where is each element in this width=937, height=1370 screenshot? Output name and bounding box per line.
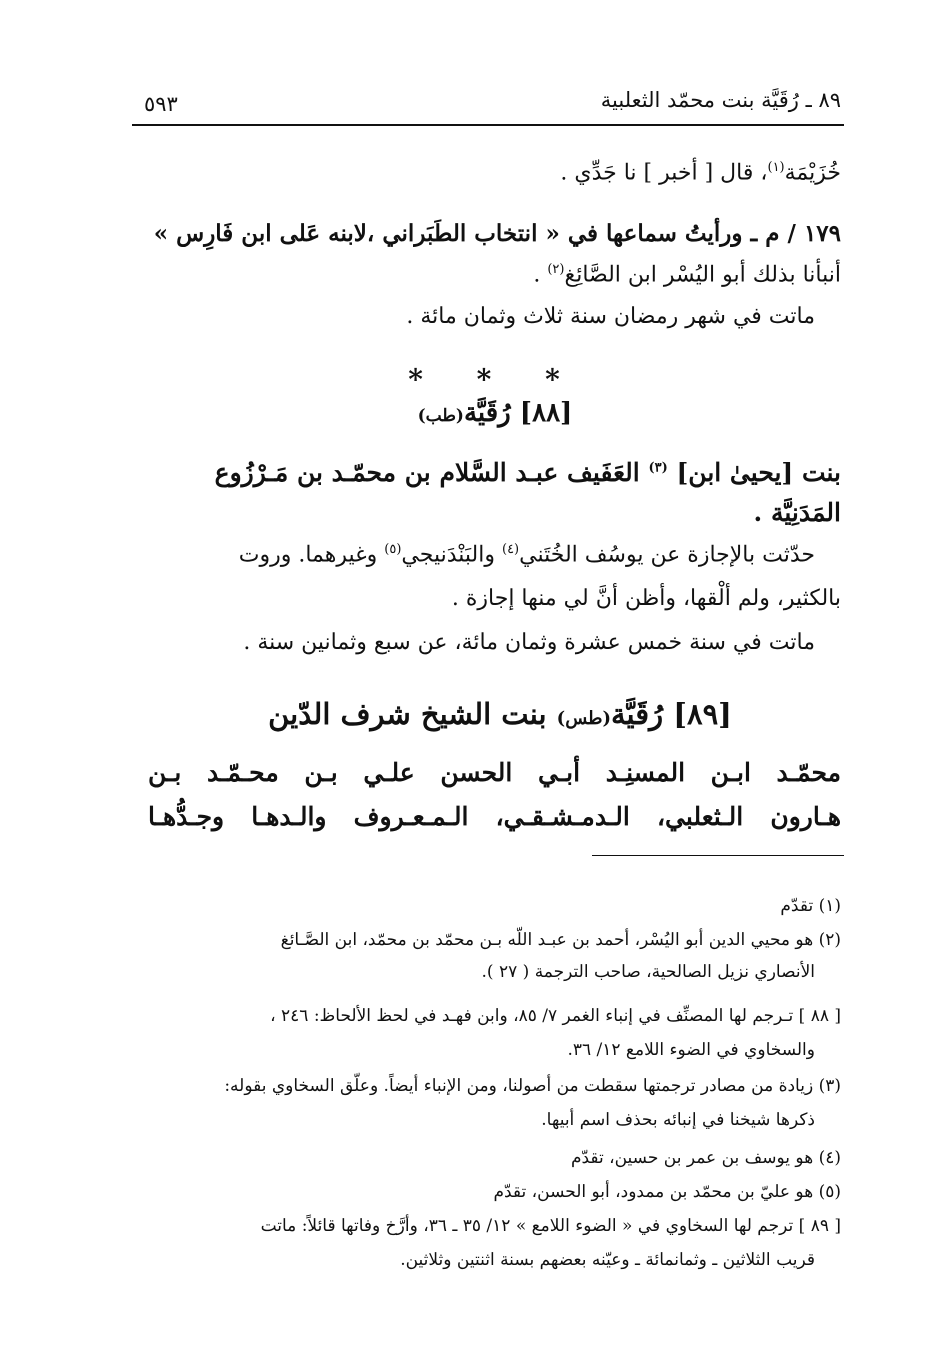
text-span: حدّثت بالإجازة عن يوسُف الخُتَني (519, 542, 815, 568)
text-line (560, 160, 841, 185)
footnote: (٥) هو عليّ بن محمّد بن ممدود، أبو الحسن، تقدّم (493, 1182, 841, 1202)
entry-heading-88 (0, 398, 937, 428)
text-line: المَدَنِيَّة . (753, 498, 841, 527)
footnote-continuation: الأنصاري نزيل الصالحية، صاحب الترجمة ( ٢٧ ). (481, 962, 815, 982)
entry-name: رُقَيَّة (610, 697, 664, 731)
footnote: (٤) هو يوسف بن عمر بن حسين، تقدّم (570, 1148, 841, 1168)
footnote-ref: (١) (767, 160, 785, 175)
page-number: ٥٩٣ (144, 92, 178, 116)
running-header-title: ٨٩ ـ رُقَيَّة بنت محمّد الثعلبية (600, 88, 841, 112)
text-span: أنبأنا بذلك أبو اليُسْر ابن الصَّائِغ (564, 262, 841, 288)
text-span: . (533, 262, 541, 288)
footnote-ref: (٢) (547, 262, 565, 277)
entry-name: رُقَيَّة (463, 398, 511, 428)
footnote: [ ٨٨ ] تـرجم لها المصنِّف في إنباء الغمر ٧/ ٨٥، وابن فهـد في لحظ الألحاظ: ٢٤٦ ، (270, 1006, 841, 1026)
entry-heading-89 (0, 697, 937, 731)
text-span: ، قال [ أخبر ] نا جَدِّي . (560, 160, 768, 186)
footnote-ref: (٣) (648, 460, 668, 476)
footnote: (٢) هو محيي الدين أبو اليُسْر، أحمد بن عبـد اللّه بـن محمّد بن محمّد، ابن الصَّـائغ (280, 930, 841, 950)
text-span: وغيرهما. وروت (238, 542, 378, 568)
text-line: هـارون الـثعلبي، الـدمـشـقـي، الـمـعـروف والـدهـا وجـدُّهـا (148, 802, 841, 831)
footnote: [ ٨٩ ] ترجم لها السخاوي في « الضوء اللامع » ١٢/ ٣٥ ـ ٣٦، وأرَّخ وفاتها قائلاً: ماتت (260, 1216, 841, 1236)
footnote: (١) تقدّم (780, 896, 841, 916)
text-line (533, 262, 841, 287)
footnote-ref: (٥) (384, 542, 402, 557)
text-line (215, 458, 841, 487)
entry-code: (طب) (417, 406, 464, 426)
text-span: والبَنْدَنيجي (401, 542, 495, 568)
header-divider (132, 124, 844, 126)
footnote-divider (592, 855, 844, 856)
entry-number: [٨٩] (673, 697, 732, 731)
text-line: ماتت في سنة خمس عشرة وثمان مائة، عن سبع وثمانين سنة . (243, 630, 815, 655)
text-line (239, 542, 815, 567)
text-span: العَفَيف عبـد السَّلام بن محمّـد بن مَـرْزُوع (214, 458, 640, 487)
entry-heading-rest: بنت الشيخ شرف الدّين (268, 697, 547, 731)
text-line: ماتت في شهر رمضان سنة ثلاث وثمان مائة . (406, 304, 815, 329)
text-span: بنت [يحيىٰ ابن] (676, 458, 841, 487)
footnote-ref: (٤) (501, 542, 520, 557)
text-span: خُزَيْمَة (784, 160, 841, 186)
text-line: محمّـد ابـن المسنِـد أبـي الحسن علـي بـن محـمّـد بـن (148, 758, 841, 787)
text-line: بالكثير، ولم ألْقها، وأظن أنَّ لي منها إجازة . (451, 586, 841, 611)
entry-code: (طس) (556, 708, 611, 729)
footnote-continuation: قريب الثلاثين ـ وثمانمائة ـ وعيّنه بعضهم بسنة اثنتين وثلاثين. (400, 1250, 815, 1270)
footnote-continuation: والسخاوي في الضوء اللامع ١٢/ ٣٦. (567, 1040, 815, 1060)
footnote: (٣) زيادة من مصادر ترجمتها سقطت من أصولنا، ومن الإنباء أيضاً. وعلّق السخاوي بقوله: (224, 1076, 841, 1096)
entry-number: [٨٨] (519, 398, 573, 428)
footnote-continuation: ذكرها شيخنا في إنبائه بحذف اسم أبيها. (541, 1110, 815, 1130)
text-line: ١٧٩ / م ـ ورأيتُ سماعها في « انتخاب الطَبَراني ،لابنه عَلى ابن فَارِس » (153, 220, 841, 247)
section-separator-stars: * * * (408, 363, 582, 396)
